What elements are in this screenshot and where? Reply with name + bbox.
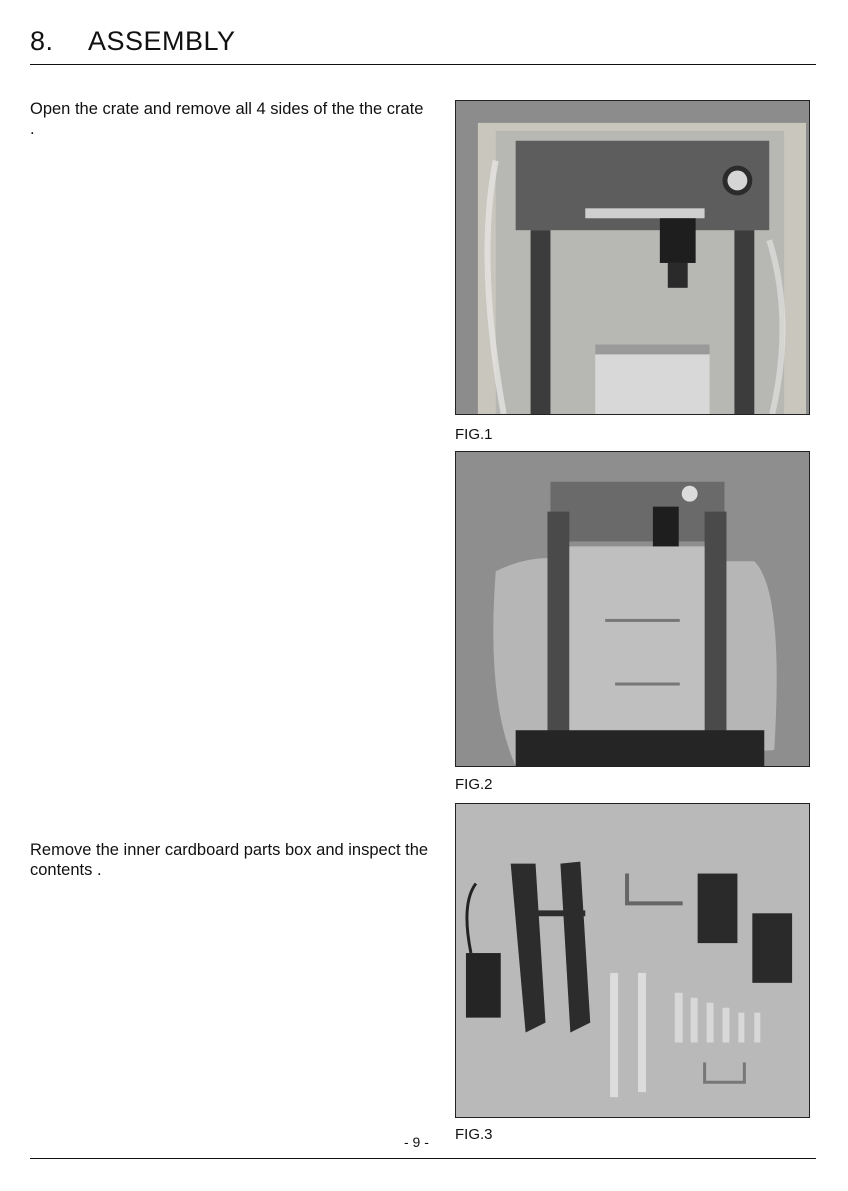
instruction-open-crate: Open the crate and remove all 4 sides of the the crate . xyxy=(30,100,424,138)
figure-1-photo xyxy=(455,100,810,415)
instruction-inspect-contents: Remove the inner cardboard parts box and inspect the contents . xyxy=(30,841,429,879)
figure-1-caption: FIG.1 xyxy=(455,426,493,443)
figure-2-photo xyxy=(455,451,810,767)
header-rule xyxy=(30,64,816,65)
figure-3-photo xyxy=(455,803,810,1118)
figure-3-caption: FIG.3 xyxy=(455,1126,493,1143)
page-number: - 9 - xyxy=(404,1134,429,1150)
section-title: ASSEMBLY xyxy=(88,26,236,56)
footer-rule xyxy=(30,1158,816,1159)
figure-2-caption: FIG.2 xyxy=(455,776,493,793)
section-heading xyxy=(30,26,236,57)
section-number: 8. xyxy=(30,26,54,56)
